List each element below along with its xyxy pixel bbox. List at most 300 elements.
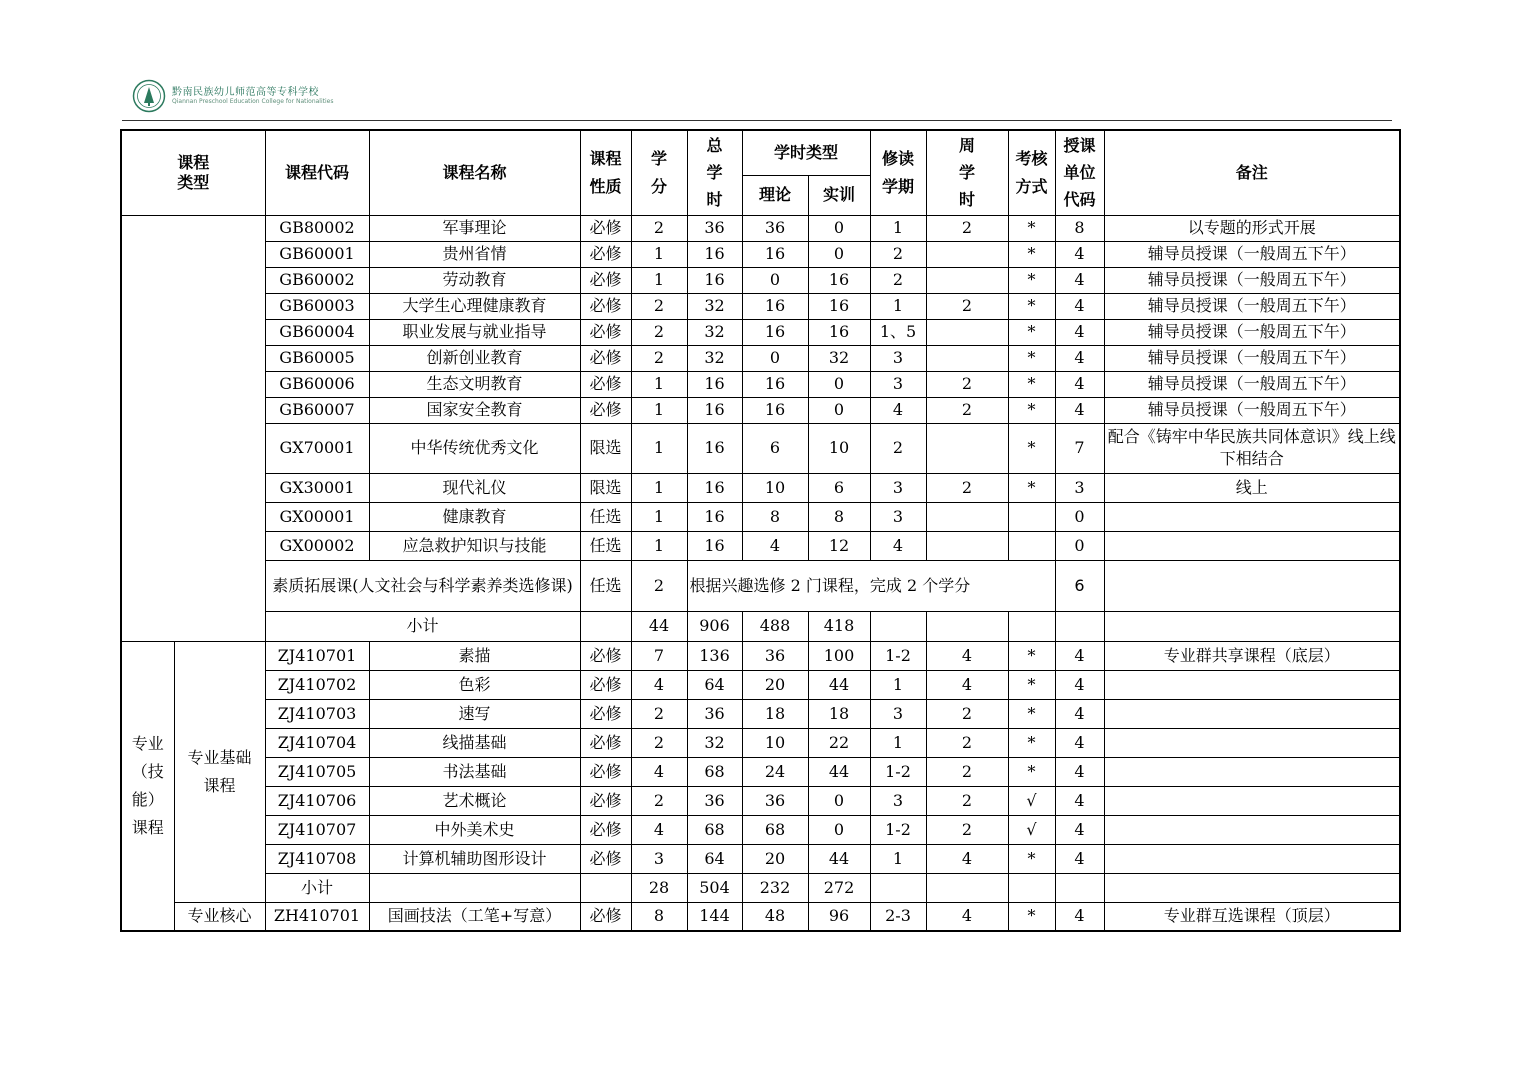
cell-practice: 16 bbox=[808, 319, 870, 345]
cell-assess: * bbox=[1008, 345, 1055, 371]
cell-weekly: 4 bbox=[926, 670, 1008, 699]
cell-semester: 3 bbox=[870, 371, 926, 397]
cell-nature: 必修 bbox=[580, 815, 631, 844]
cell-credit: 7 bbox=[631, 641, 687, 670]
cell-name: 中华传统优秀文化 bbox=[369, 423, 580, 473]
cell-total: 32 bbox=[687, 728, 742, 757]
table-row bbox=[121, 728, 1400, 757]
header-total-hours: 总学时 bbox=[687, 130, 742, 215]
cell-total: 68 bbox=[687, 757, 742, 786]
cell-unit: 8 bbox=[1055, 215, 1104, 241]
cell-theory: 16 bbox=[742, 293, 808, 319]
cell-theory: 18 bbox=[742, 699, 808, 728]
cell-assess: * bbox=[1008, 473, 1055, 502]
cell-credit: 2 bbox=[631, 786, 687, 815]
cell-total: 16 bbox=[687, 267, 742, 293]
cell-remark bbox=[1104, 844, 1400, 873]
cell-practice: 44 bbox=[808, 757, 870, 786]
cell-nature: 必修 bbox=[580, 293, 631, 319]
cell-credit: 2 bbox=[631, 293, 687, 319]
header-hour-type: 学时类型 bbox=[742, 130, 870, 175]
table-row bbox=[121, 502, 1400, 531]
cell-credit: 3 bbox=[631, 844, 687, 873]
cell-name: 书法基础 bbox=[369, 757, 580, 786]
cell-weekly: 2 bbox=[926, 728, 1008, 757]
cell-practice: 8 bbox=[808, 502, 870, 531]
table-row bbox=[121, 215, 1400, 241]
cell-theory: 68 bbox=[742, 815, 808, 844]
header-assessment: 考核方式 bbox=[1008, 130, 1055, 215]
cell-name: 应急救护知识与技能 bbox=[369, 531, 580, 560]
cell-semester: 1-2 bbox=[870, 641, 926, 670]
cell-name: 创新创业教育 bbox=[369, 345, 580, 371]
cell-unit: 4 bbox=[1055, 728, 1104, 757]
cell-unit: 4 bbox=[1055, 670, 1104, 699]
cell-name: 速写 bbox=[369, 699, 580, 728]
cell-assess: * bbox=[1008, 757, 1055, 786]
table-row bbox=[121, 560, 1400, 611]
cell-total: 16 bbox=[687, 473, 742, 502]
cell-credit: 1 bbox=[631, 473, 687, 502]
cell-total: 144 bbox=[687, 902, 742, 931]
cell-credit: 4 bbox=[631, 815, 687, 844]
cell-semester: 3 bbox=[870, 345, 926, 371]
cell-theory: 16 bbox=[742, 371, 808, 397]
cell-assess: * bbox=[1008, 699, 1055, 728]
cell-assess: * bbox=[1008, 267, 1055, 293]
school-name: 黔南民族幼儿师范高等专科学校 bbox=[172, 87, 319, 98]
cell-remark: 辅导员授课（一般周五下午） bbox=[1104, 397, 1400, 423]
subtotal-label: 小计 bbox=[265, 873, 369, 902]
cell-unit bbox=[1055, 873, 1104, 902]
cell-practice: 16 bbox=[808, 267, 870, 293]
cell-remark: 配合《铸牢中华民族共同体意识》线上线下相结合 bbox=[1104, 423, 1400, 473]
cell-theory: 36 bbox=[742, 786, 808, 815]
cell-total: 36 bbox=[687, 699, 742, 728]
cell-weekly: 2 bbox=[926, 293, 1008, 319]
cell-semester: 1、5 bbox=[870, 319, 926, 345]
cell-unit: 4 bbox=[1055, 293, 1104, 319]
cell-total: 32 bbox=[687, 319, 742, 345]
cell-credit: 2 bbox=[631, 215, 687, 241]
cell-theory: 0 bbox=[742, 267, 808, 293]
cell-credit: 2 bbox=[631, 560, 687, 611]
cell-nature: 限选 bbox=[580, 473, 631, 502]
cell-semester: 2 bbox=[870, 423, 926, 473]
cell-code: GB60002 bbox=[265, 267, 369, 293]
cell-theory: 0 bbox=[742, 345, 808, 371]
cell-remark: 辅导员授课（一般周五下午） bbox=[1104, 293, 1400, 319]
header-credit: 学分 bbox=[631, 130, 687, 215]
header-category: 课程类型 bbox=[121, 130, 265, 215]
cell-theory: 36 bbox=[742, 641, 808, 670]
cell-nature: 必修 bbox=[580, 728, 631, 757]
cell-nature: 任选 bbox=[580, 502, 631, 531]
cell-practice: 18 bbox=[808, 699, 870, 728]
cell-code: GB80002 bbox=[265, 215, 369, 241]
cell-unit: 0 bbox=[1055, 531, 1104, 560]
cell-code: ZJ410701 bbox=[265, 641, 369, 670]
cell-credit: 4 bbox=[631, 670, 687, 699]
cell-code: GX30001 bbox=[265, 473, 369, 502]
cell-total: 16 bbox=[687, 531, 742, 560]
cell-assess bbox=[1008, 873, 1055, 902]
cell-practice: 44 bbox=[808, 670, 870, 699]
cell-name: 生态文明教育 bbox=[369, 371, 580, 397]
header-nature: 课程性质 bbox=[580, 130, 631, 215]
cell-credit: 2 bbox=[631, 699, 687, 728]
header-name: 课程名称 bbox=[369, 130, 580, 215]
table-row bbox=[121, 423, 1400, 473]
cell-name bbox=[369, 873, 580, 902]
cell-unit: 4 bbox=[1055, 699, 1104, 728]
cell-unit: 4 bbox=[1055, 902, 1104, 931]
cell-remark bbox=[1104, 560, 1400, 611]
cell-unit: 4 bbox=[1055, 319, 1104, 345]
table-row bbox=[121, 293, 1400, 319]
cell-theory: 10 bbox=[742, 728, 808, 757]
cell-remark: 辅导员授课（一般周五下午） bbox=[1104, 241, 1400, 267]
cell-unit: 3 bbox=[1055, 473, 1104, 502]
cell-remark bbox=[1104, 611, 1400, 641]
table-row bbox=[121, 319, 1400, 345]
cell-unit: 4 bbox=[1055, 757, 1104, 786]
cell-code: GX70001 bbox=[265, 423, 369, 473]
cell-nature: 必修 bbox=[580, 371, 631, 397]
cell-credit: 1 bbox=[631, 241, 687, 267]
cell-total: 64 bbox=[687, 844, 742, 873]
basic-group-label: 专业基础课程 bbox=[187, 747, 252, 795]
cell-assess: √ bbox=[1008, 786, 1055, 815]
header-weekly-hours: 周学时 bbox=[926, 130, 1008, 215]
cell-remark bbox=[1104, 728, 1400, 757]
header-code: 课程代码 bbox=[265, 130, 369, 215]
cell-assess: * bbox=[1008, 397, 1055, 423]
cell-theory: 16 bbox=[742, 397, 808, 423]
core-group-cell: 专业核心 bbox=[174, 902, 265, 931]
cell-weekly: 2 bbox=[926, 699, 1008, 728]
cell-code: GX00001 bbox=[265, 502, 369, 531]
cell-semester: 1-2 bbox=[870, 815, 926, 844]
cell-total: 16 bbox=[687, 241, 742, 267]
table-row bbox=[121, 670, 1400, 699]
cell-unit: 0 bbox=[1055, 502, 1104, 531]
cell-semester bbox=[870, 873, 926, 902]
cell-credit: 1 bbox=[631, 371, 687, 397]
cell-semester: 3 bbox=[870, 699, 926, 728]
cell-total: 32 bbox=[687, 345, 742, 371]
cell-remark: 辅导员授课（一般周五下午） bbox=[1104, 371, 1400, 397]
cell-code: GB60004 bbox=[265, 319, 369, 345]
subtotal-theory: 488 bbox=[742, 611, 808, 641]
cell-nature: 必修 bbox=[580, 319, 631, 345]
cell-weekly bbox=[926, 611, 1008, 641]
professional-category-cell bbox=[121, 641, 174, 931]
cell-nature: 任选 bbox=[580, 531, 631, 560]
cell-nature: 必修 bbox=[580, 902, 631, 931]
cell-semester: 2 bbox=[870, 267, 926, 293]
cell-total: 136 bbox=[687, 641, 742, 670]
cell-name: 现代礼仪 bbox=[369, 473, 580, 502]
cell-semester: 2-3 bbox=[870, 902, 926, 931]
cell-weekly: 4 bbox=[926, 902, 1008, 931]
cell-assess: * bbox=[1008, 902, 1055, 931]
school-name-en: Qiannan Preschool Education College for Nationalities bbox=[172, 98, 334, 105]
cell-name: 职业发展与就业指导 bbox=[369, 319, 580, 345]
cell-nature bbox=[580, 873, 631, 902]
header-theory: 理论 bbox=[742, 175, 808, 215]
subtotal-theory: 232 bbox=[742, 873, 808, 902]
cell-semester: 4 bbox=[870, 397, 926, 423]
cell-theory: 20 bbox=[742, 670, 808, 699]
cell-name: 大学生心理健康教育 bbox=[369, 293, 580, 319]
cell-credit: 1 bbox=[631, 423, 687, 473]
cell-unit bbox=[1055, 611, 1104, 641]
table-row bbox=[121, 641, 1400, 670]
cell-unit: 4 bbox=[1055, 397, 1104, 423]
cell-theory: 4 bbox=[742, 531, 808, 560]
cell-credit: 1 bbox=[631, 267, 687, 293]
cell-assess: * bbox=[1008, 728, 1055, 757]
cell-name: 艺术概论 bbox=[369, 786, 580, 815]
cell-credit: 4 bbox=[631, 757, 687, 786]
cell-code: ZJ410708 bbox=[265, 844, 369, 873]
header-practice: 实训 bbox=[808, 175, 870, 215]
page-header bbox=[132, 78, 372, 114]
cell-assess bbox=[1008, 611, 1055, 641]
cell-nature: 限选 bbox=[580, 423, 631, 473]
cell-remark: 专业群互选课程（顶层） bbox=[1104, 902, 1400, 931]
cell-semester: 1 bbox=[870, 844, 926, 873]
cell-name: 中外美术史 bbox=[369, 815, 580, 844]
cell-assess: * bbox=[1008, 215, 1055, 241]
cell-weekly: 2 bbox=[926, 215, 1008, 241]
cell-theory: 16 bbox=[742, 241, 808, 267]
cell-practice: 10 bbox=[808, 423, 870, 473]
table-row bbox=[121, 873, 1400, 902]
table-row bbox=[121, 241, 1400, 267]
cell-theory: 24 bbox=[742, 757, 808, 786]
cell-remark bbox=[1104, 699, 1400, 728]
cell-remark bbox=[1104, 815, 1400, 844]
cell-assess: * bbox=[1008, 641, 1055, 670]
cell-practice: 0 bbox=[808, 241, 870, 267]
subtotal-credit: 44 bbox=[631, 611, 687, 641]
table-row bbox=[121, 397, 1400, 423]
cell-assess: * bbox=[1008, 670, 1055, 699]
cell-name: 计算机辅助图形设计 bbox=[369, 844, 580, 873]
cell-name: 素质拓展课(人文社会与科学素养类选修课) bbox=[265, 560, 580, 611]
cell-weekly: 4 bbox=[926, 844, 1008, 873]
cell-practice: 0 bbox=[808, 215, 870, 241]
cell-remark: 辅导员授课（一般周五下午） bbox=[1104, 319, 1400, 345]
cell-semester: 3 bbox=[870, 473, 926, 502]
cell-weekly: 2 bbox=[926, 397, 1008, 423]
cell-nature: 必修 bbox=[580, 641, 631, 670]
cell-remark: 线上 bbox=[1104, 473, 1400, 502]
cell-theory: 6 bbox=[742, 423, 808, 473]
subtotal-label: 小计 bbox=[265, 611, 580, 641]
cell-nature: 必修 bbox=[580, 757, 631, 786]
cell-code: ZJ410704 bbox=[265, 728, 369, 757]
cell-code: ZJ410707 bbox=[265, 815, 369, 844]
cell-name: 劳动教育 bbox=[369, 267, 580, 293]
cell-assess: * bbox=[1008, 844, 1055, 873]
cell-nature: 必修 bbox=[580, 397, 631, 423]
cell-name: 国家安全教育 bbox=[369, 397, 580, 423]
cell-weekly bbox=[926, 873, 1008, 902]
cell-total: 32 bbox=[687, 293, 742, 319]
cell-unit: 4 bbox=[1055, 345, 1104, 371]
cell-total: 68 bbox=[687, 815, 742, 844]
cell-nature: 必修 bbox=[580, 786, 631, 815]
cell-theory: 10 bbox=[742, 473, 808, 502]
cell-weekly bbox=[926, 267, 1008, 293]
cell-weekly: 2 bbox=[926, 757, 1008, 786]
cell-remark: 以专题的形式开展 bbox=[1104, 215, 1400, 241]
header-semester: 修读学期 bbox=[870, 130, 926, 215]
cell-total: 16 bbox=[687, 423, 742, 473]
cell-practice: 0 bbox=[808, 815, 870, 844]
cell-weekly bbox=[926, 531, 1008, 560]
cell-semester: 1 bbox=[870, 670, 926, 699]
header-unit-code: 授课单位代码 bbox=[1055, 130, 1104, 215]
table-row bbox=[121, 844, 1400, 873]
cell-nature: 必修 bbox=[580, 844, 631, 873]
cell-code: ZJ410706 bbox=[265, 786, 369, 815]
cell-nature: 必修 bbox=[580, 241, 631, 267]
school-logo-icon bbox=[132, 79, 166, 113]
cell-semester: 2 bbox=[870, 241, 926, 267]
cell-weekly bbox=[926, 241, 1008, 267]
cell-code: ZJ410703 bbox=[265, 699, 369, 728]
public-category-cell bbox=[121, 215, 265, 641]
cell-name: 国画技法（工笔+写意） bbox=[369, 902, 580, 931]
cell-theory: 48 bbox=[742, 902, 808, 931]
cell-semester: 1 bbox=[870, 293, 926, 319]
cell-total: 36 bbox=[687, 786, 742, 815]
cell-unit: 4 bbox=[1055, 241, 1104, 267]
cell-name: 素描 bbox=[369, 641, 580, 670]
cell-total: 16 bbox=[687, 397, 742, 423]
table-row bbox=[121, 371, 1400, 397]
cell-semester bbox=[870, 611, 926, 641]
cell-nature: 必修 bbox=[580, 215, 631, 241]
subtotal-practice: 418 bbox=[808, 611, 870, 641]
cell-unit: 4 bbox=[1055, 815, 1104, 844]
cell-theory: 36 bbox=[742, 215, 808, 241]
table-row bbox=[121, 815, 1400, 844]
cell-code: GX00002 bbox=[265, 531, 369, 560]
cell-semester: 4 bbox=[870, 531, 926, 560]
header-divider bbox=[122, 120, 1392, 121]
cell-remark bbox=[1104, 531, 1400, 560]
cell-nature: 必修 bbox=[580, 699, 631, 728]
table-row bbox=[121, 345, 1400, 371]
cell-unit: 4 bbox=[1055, 786, 1104, 815]
subtotal-credit: 28 bbox=[631, 873, 687, 902]
table-row bbox=[121, 902, 1400, 931]
cell-theory: 8 bbox=[742, 502, 808, 531]
cell-practice: 44 bbox=[808, 844, 870, 873]
cell-practice: 16 bbox=[808, 293, 870, 319]
cell-total: 64 bbox=[687, 670, 742, 699]
cell-total: 36 bbox=[687, 215, 742, 241]
cell-code: ZH410701 bbox=[265, 902, 369, 931]
table-row bbox=[121, 786, 1400, 815]
cell-semester: 1-2 bbox=[870, 757, 926, 786]
cell-theory: 20 bbox=[742, 844, 808, 873]
cell-assess: * bbox=[1008, 371, 1055, 397]
cell-remark bbox=[1104, 502, 1400, 531]
cell-remark: 专业群共享课程（底层） bbox=[1104, 641, 1400, 670]
subtotal-total: 504 bbox=[687, 873, 742, 902]
cell-remark: 辅导员授课（一般周五下午） bbox=[1104, 267, 1400, 293]
cell-unit: 7 bbox=[1055, 423, 1104, 473]
cell-assess: * bbox=[1008, 319, 1055, 345]
table-row bbox=[121, 611, 1400, 641]
cell-note: 根据兴趣选修 2 门课程，完成 2 个学分 bbox=[687, 560, 1055, 611]
cell-name: 贵州省情 bbox=[369, 241, 580, 267]
cell-code: GB60001 bbox=[265, 241, 369, 267]
cell-unit: 4 bbox=[1055, 267, 1104, 293]
cell-weekly bbox=[926, 502, 1008, 531]
cell-code: GB60007 bbox=[265, 397, 369, 423]
cell-practice: 100 bbox=[808, 641, 870, 670]
cell-code: ZJ410702 bbox=[265, 670, 369, 699]
cell-weekly: 2 bbox=[926, 815, 1008, 844]
subtotal-practice: 272 bbox=[808, 873, 870, 902]
cell-nature: 必修 bbox=[580, 670, 631, 699]
cell-remark bbox=[1104, 757, 1400, 786]
cell-name: 线描基础 bbox=[369, 728, 580, 757]
cell-practice: 96 bbox=[808, 902, 870, 931]
cell-semester: 1 bbox=[870, 728, 926, 757]
cell-code: GB60003 bbox=[265, 293, 369, 319]
cell-remark bbox=[1104, 786, 1400, 815]
cell-practice: 0 bbox=[808, 371, 870, 397]
cell-practice: 0 bbox=[808, 397, 870, 423]
cell-credit: 1 bbox=[631, 502, 687, 531]
cell-practice: 0 bbox=[808, 786, 870, 815]
cell-code: GB60005 bbox=[265, 345, 369, 371]
cell-weekly bbox=[926, 345, 1008, 371]
cell-assess bbox=[1008, 502, 1055, 531]
cell-assess: * bbox=[1008, 423, 1055, 473]
table-row bbox=[121, 531, 1400, 560]
cell-semester: 3 bbox=[870, 786, 926, 815]
cell-semester: 3 bbox=[870, 502, 926, 531]
cell-name: 健康教育 bbox=[369, 502, 580, 531]
cell-unit: 4 bbox=[1055, 641, 1104, 670]
cell-code: ZJ410705 bbox=[265, 757, 369, 786]
cell-nature bbox=[580, 611, 631, 641]
professional-category-label: 专业（技能）课程 bbox=[131, 733, 164, 837]
cell-code: GB60006 bbox=[265, 371, 369, 397]
cell-weekly: 4 bbox=[926, 641, 1008, 670]
cell-semester: 1 bbox=[870, 215, 926, 241]
cell-practice: 32 bbox=[808, 345, 870, 371]
cell-credit: 2 bbox=[631, 319, 687, 345]
cell-credit: 2 bbox=[631, 345, 687, 371]
course-table bbox=[120, 129, 1401, 932]
cell-weekly bbox=[926, 319, 1008, 345]
cell-weekly: 2 bbox=[926, 786, 1008, 815]
table-row bbox=[121, 699, 1400, 728]
cell-theory: 16 bbox=[742, 319, 808, 345]
cell-name: 军事理论 bbox=[369, 215, 580, 241]
cell-unit: 6 bbox=[1055, 560, 1104, 611]
